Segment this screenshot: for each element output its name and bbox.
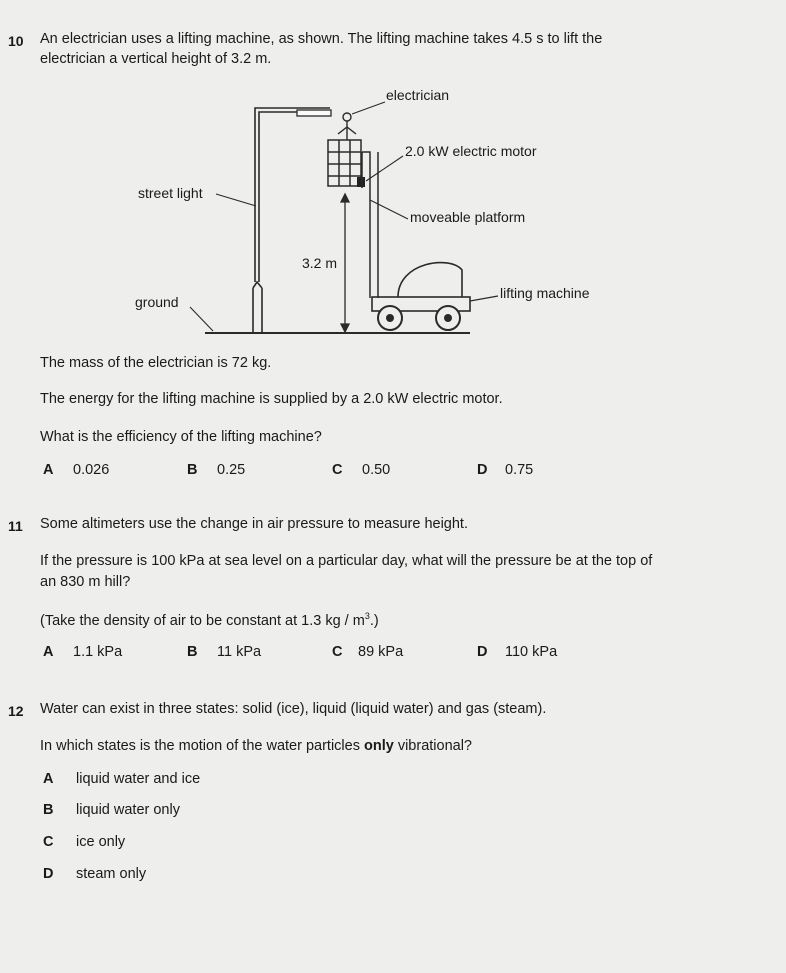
q11-note-prefix: (Take the density of air to be constant at 1.3 kg / m bbox=[40, 612, 365, 629]
label-height: 3.2 m bbox=[302, 255, 338, 271]
q11-number: 11 bbox=[8, 518, 23, 534]
electrician-figure bbox=[338, 113, 356, 140]
q11-option-d-letter[interactable]: D bbox=[477, 644, 488, 660]
q10-option-a-letter[interactable]: A bbox=[43, 462, 54, 478]
q12-option-c-letter[interactable]: C bbox=[43, 834, 54, 850]
q12-option-d-text: steam only bbox=[76, 866, 147, 882]
q11-note-exponent: 3 bbox=[364, 611, 370, 621]
q10-intro-line1: An electrician uses a lifting machine, as shown. The lifting machine takes 4.5 s to lift the bbox=[40, 31, 603, 47]
q11-question-line1: If the pressure is 100 kPa at sea level on a particular day, what will the pressure be at the top of bbox=[40, 553, 653, 569]
q11-option-d-text: 110 kPa bbox=[505, 644, 558, 660]
q10-option-d-text: 0.75 bbox=[505, 462, 534, 478]
q12-question-pre: In which states is the motion of the water particles bbox=[40, 738, 364, 754]
q12-question bbox=[40, 738, 472, 754]
q12-question-emphasis: only bbox=[363, 738, 394, 754]
q10-mass-text: The mass of the electrician is 72 kg. bbox=[40, 355, 272, 371]
label-electrician: electrician bbox=[386, 87, 450, 103]
q10-option-b-text: 0.25 bbox=[217, 462, 246, 478]
street-light-lamp bbox=[297, 110, 331, 116]
machine-wheels bbox=[378, 306, 460, 330]
q12-option-a-text: liquid water and ice bbox=[76, 771, 201, 787]
leader-street-light bbox=[216, 194, 256, 206]
q12-question-post: vibrational? bbox=[393, 738, 472, 754]
q12-intro: Water can exist in three states: solid (ice), liquid (liquid water) and gas (steam). bbox=[40, 701, 547, 717]
q10-question: What is the efficiency of the lifting machine? bbox=[40, 429, 322, 445]
label-motor: 2.0 kW electric motor bbox=[405, 143, 537, 159]
q11-option-b-letter[interactable]: B bbox=[187, 644, 198, 660]
q10-number: 10 bbox=[8, 33, 24, 49]
leader-ground bbox=[190, 307, 213, 331]
q11-option-c-letter[interactable]: C bbox=[332, 644, 343, 660]
q10-option-c-letter[interactable]: C bbox=[332, 462, 343, 478]
lifting-machine-diagram bbox=[0, 0, 786, 345]
q12-option-a-letter[interactable]: A bbox=[43, 771, 54, 787]
q10-energy-text: The energy for the lifting machine is supplied by a 2.0 kW electric motor. bbox=[40, 391, 503, 407]
q11-option-b-text: 11 kPa bbox=[217, 644, 262, 660]
q12-number: 12 bbox=[8, 703, 24, 719]
q11-option-a-text: 1.1 kPa bbox=[73, 644, 123, 660]
electric-motor bbox=[357, 177, 365, 187]
leader-platform bbox=[370, 200, 408, 219]
street-light-pole bbox=[253, 108, 330, 333]
q11-intro: Some altimeters use the change in air pressure to measure height. bbox=[40, 516, 468, 532]
machine-cab bbox=[398, 263, 462, 297]
platform-cage bbox=[328, 140, 361, 186]
label-machine: lifting machine bbox=[500, 285, 590, 301]
q10-intro-line2: electrician a vertical height of 3.2 m. bbox=[40, 51, 272, 67]
q11-note bbox=[40, 611, 379, 629]
label-street-light: street light bbox=[138, 185, 203, 201]
q11-note-suffix: .) bbox=[369, 612, 379, 629]
q12-option-d-letter[interactable]: D bbox=[43, 866, 54, 882]
q10-option-b-letter[interactable]: B bbox=[187, 462, 198, 478]
q12-option-c-text: ice only bbox=[76, 834, 126, 850]
q10-option-a-text: 0.026 bbox=[73, 462, 110, 478]
q12-option-b-letter[interactable]: B bbox=[43, 802, 54, 818]
q10-option-d-letter[interactable]: D bbox=[477, 462, 488, 478]
label-platform: moveable platform bbox=[410, 209, 526, 225]
height-arrow bbox=[341, 194, 349, 332]
q11-option-a-letter[interactable]: A bbox=[43, 644, 54, 660]
q10-option-c-text: 0.50 bbox=[362, 462, 391, 478]
q11-option-c-text: 89 kPa bbox=[358, 644, 404, 660]
q11-question-line2: an 830 m hill? bbox=[40, 574, 131, 590]
label-ground: ground bbox=[135, 294, 179, 310]
leader-electrician bbox=[352, 102, 385, 114]
leader-motor bbox=[366, 156, 403, 181]
q12-option-b-text: liquid water only bbox=[76, 802, 180, 818]
